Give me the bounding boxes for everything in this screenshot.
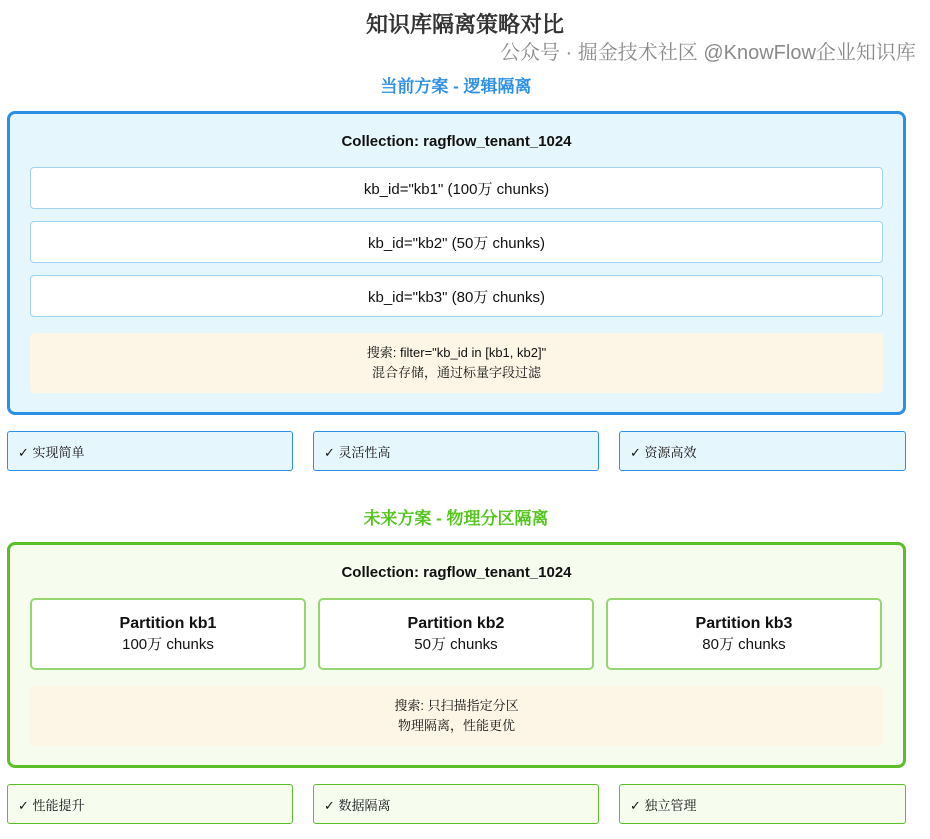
kb-row: kb_id="kb3" (80万 chunks) <box>30 275 883 317</box>
kb-row: kb_id="kb2" (50万 chunks) <box>30 221 883 263</box>
future-search-note <box>30 686 883 746</box>
partition-card <box>30 598 306 670</box>
page-title: 知识库隔离策略对比 <box>365 12 564 37</box>
benefit: ✓ 实现简单 <box>7 431 293 471</box>
future-heading: 未来方案 - 物理分区隔离 <box>363 509 549 528</box>
benefit: ✓ 灵活性高 <box>313 431 599 471</box>
kb-row: kb_id="kb1" (100万 chunks) <box>30 167 883 209</box>
benefit: ✓ 独立管理 <box>619 784 906 824</box>
benefit: ✓ 资源高效 <box>619 431 906 471</box>
partition-name: Partition kb1 <box>119 615 217 632</box>
partition-card <box>318 598 594 670</box>
partition-name: Partition kb2 <box>407 615 505 632</box>
partition-card <box>606 598 882 670</box>
partition-name: Partition kb3 <box>695 615 793 632</box>
future-collection-title: Collection: ragflow_tenant_1024 <box>341 564 572 581</box>
current-collection-title: Collection: ragflow_tenant_1024 <box>341 133 572 150</box>
note-line: 搜索: 只扫描指定分区 <box>394 698 519 713</box>
partition-count: 80万 chunks <box>702 636 786 653</box>
partition-count: 100万 chunks <box>122 636 214 653</box>
benefit: ✓ 性能提升 <box>7 784 293 824</box>
note-line: 混合存储，通过标量字段过滤 <box>371 365 541 380</box>
watermark: 公众号 · 掘金技术社区 @KnowFlow企业知识库 <box>500 42 916 64</box>
note-line: 物理隔离，性能更优 <box>397 718 515 733</box>
partition-count: 50万 chunks <box>414 636 498 653</box>
current-search-note <box>30 333 883 393</box>
note-line: 搜索: filter="kb_id in [kb1, kb2]" <box>366 345 547 360</box>
current-heading: 当前方案 - 逻辑隔离 <box>380 77 532 96</box>
benefit: ✓ 数据隔离 <box>313 784 599 824</box>
